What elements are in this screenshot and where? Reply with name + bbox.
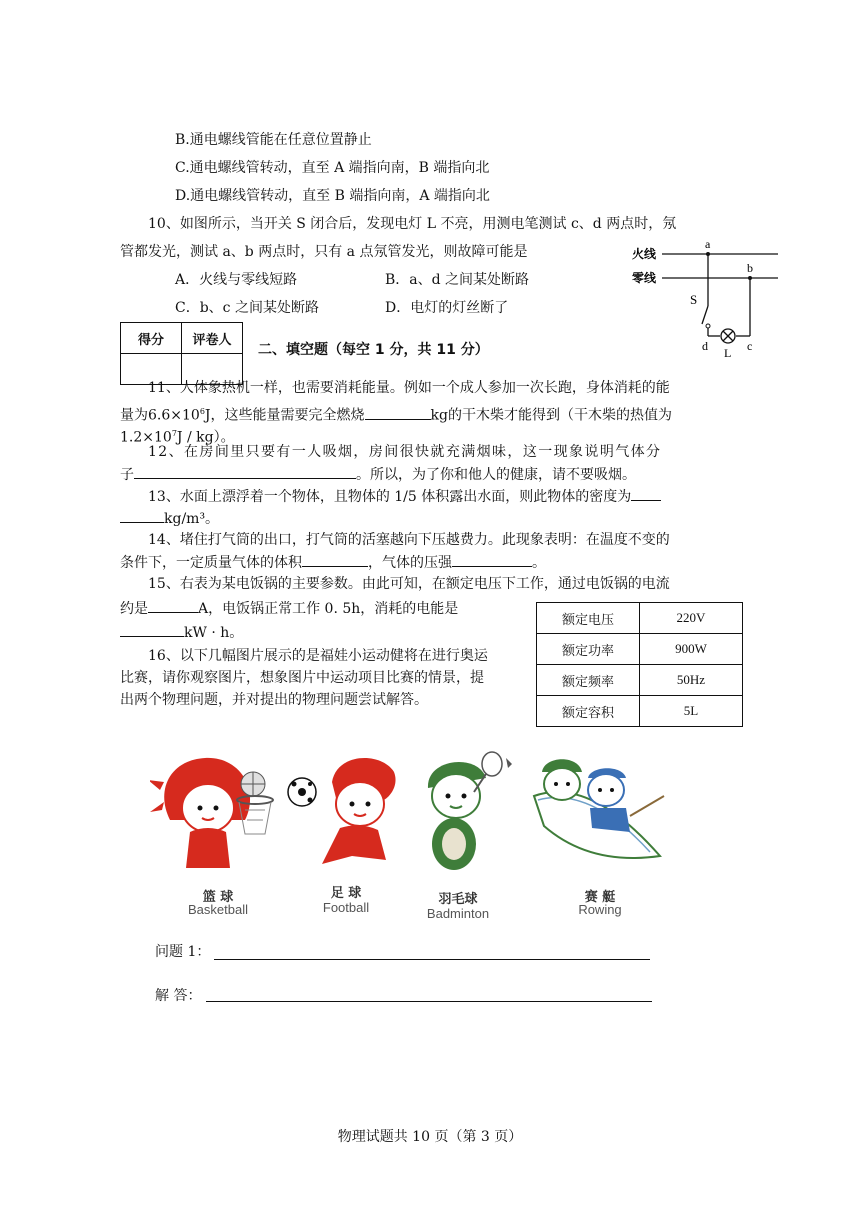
param-key: 额定频率 bbox=[537, 665, 640, 696]
q16-line1: 16、以下几幅图片展示的是福娃小运动健将在进行奥运 bbox=[148, 648, 488, 664]
q9-option-b: B.通电螺线管能在任意位置静止 bbox=[175, 132, 372, 148]
q11-blank[interactable] bbox=[365, 405, 431, 420]
mascot-label-rowing-en: Rowing bbox=[578, 902, 622, 917]
q15-line2: 约是 A，电饭锅正常工作 0. 5h，消耗的电能是 bbox=[120, 598, 458, 619]
basketball-mascot-image bbox=[150, 750, 290, 880]
param-key: 额定功率 bbox=[537, 634, 640, 665]
q13-line1: 13、水面上漂浮着一个物体，且物体的 1/5 体积露出水面，则此物体的密度为 bbox=[148, 486, 661, 507]
mascot-label-basketball-en: Basketball bbox=[188, 902, 248, 917]
param-key: 额定电压 bbox=[537, 603, 640, 634]
q10-option-b: B．a、d 之间某处断路 bbox=[385, 272, 530, 288]
q11-line1: 11、人体象热机一样，也需要消耗能量。例如一个成人参加一次长跑，身体消耗的能 bbox=[148, 380, 670, 396]
q16-line3: 出两个物理问题，并对提出的物理问题尝试解答。 bbox=[120, 692, 428, 708]
grader-header: 评卷人 bbox=[182, 323, 243, 354]
football-mascot-image bbox=[282, 752, 412, 880]
q14-line2: 条件下，一定质量气体的体积 ，气体的压强 。 bbox=[120, 552, 546, 573]
page-footer: 物理试题共 10 页（第 3 页） bbox=[337, 1129, 523, 1145]
q15-blank-energy[interactable] bbox=[120, 622, 184, 637]
q11-line3: $1.2\times 10^7J / kg$）。 bbox=[120, 429, 235, 446]
question-1-answer-line[interactable] bbox=[214, 958, 650, 960]
param-key: 额定容积 bbox=[537, 696, 640, 727]
point-a-label: a bbox=[705, 237, 711, 251]
q10-text-line1: 10、如图所示，当开关 S 闭合后，发现电灯 L 不亮，用测电笔测试 c、d 两点时，氖 bbox=[148, 216, 677, 232]
q15-line3: kW · h。 bbox=[120, 622, 243, 643]
section-2-title: 二、填空题（每空 1 分，共 11 分） bbox=[258, 342, 489, 358]
param-value: 5L bbox=[640, 696, 743, 727]
q13-line2: kg/m³。 bbox=[120, 508, 219, 529]
score-table bbox=[120, 322, 243, 385]
point-d-label: d bbox=[702, 339, 708, 353]
q13-blank-b[interactable] bbox=[120, 508, 164, 523]
mascot-label-rowing-cn: 赛 艇 bbox=[584, 890, 616, 905]
mascot-label-football-cn: 足 球 bbox=[330, 886, 362, 901]
q16-line2: 比赛，请你观察图片，想象图片中运动项目比赛的情景，提 bbox=[120, 670, 484, 686]
switch-s-label: S bbox=[690, 292, 698, 307]
live-wire-label: 火线 bbox=[632, 247, 657, 261]
q14-blank-pressure[interactable] bbox=[452, 552, 532, 567]
question-1-label: 问题 1： bbox=[155, 944, 211, 960]
q10-option-c: C．b、c 之间某处断路 bbox=[175, 300, 319, 316]
param-value: 900W bbox=[640, 634, 743, 665]
q15-blank-current[interactable] bbox=[148, 598, 198, 613]
score-header: 得分 bbox=[121, 323, 182, 354]
q12-line1: 12、在房间里只要有一人吸烟，房间很快就充满烟味，这一现象说明气体分 bbox=[148, 444, 662, 460]
mascot-label-badminton-en: Badminton bbox=[426, 906, 490, 921]
q15-line1: 15、右表为某电饭锅的主要参数。由此可知，在额定电压下工作，通过电饭锅的电流 bbox=[148, 576, 670, 592]
param-value: 220V bbox=[640, 603, 743, 634]
q14-line1: 14、堵住打气筒的出口，打气筒的活塞越向下压越费力。此现象表明：在温度不变的 bbox=[148, 532, 670, 548]
param-value: 50Hz bbox=[640, 665, 743, 696]
q13-blank-a[interactable] bbox=[631, 486, 661, 501]
q12-line2: 子 。所以，为了你和他人的健康，请不要吸烟。 bbox=[120, 464, 636, 485]
circuit-diagram bbox=[628, 236, 788, 360]
mascot-label-basketball-cn: 篮 球 bbox=[202, 890, 234, 905]
q11-line2: 量为$6.6\times 10^6J$，这些能量需要完全燃烧 kg的干木柴才能得到（干木柴的热值为 bbox=[120, 402, 672, 426]
q9-option-c: C.通电螺线管转动，直至 A 端指向南，B 端指向北 bbox=[175, 160, 490, 176]
q12-blank[interactable] bbox=[134, 464, 356, 479]
q10-option-a: A．火线与零线短路 bbox=[175, 272, 298, 288]
answer-line[interactable] bbox=[206, 1000, 652, 1002]
q10-option-d: D．电灯的灯丝断了 bbox=[385, 300, 509, 316]
point-c-label: c bbox=[747, 339, 753, 353]
neutral-wire-label: 零线 bbox=[632, 271, 657, 285]
mascot-label-badminton-cn: 羽毛球 bbox=[438, 892, 478, 907]
point-b-label: b bbox=[747, 261, 753, 275]
mascot-label-football-en: Football bbox=[322, 900, 370, 915]
q9-option-d: D.通电螺线管转动，直至 B 端指向南，A 端指向北 bbox=[175, 188, 490, 204]
rice-cooker-param-table bbox=[536, 602, 743, 727]
q14-blank-volume[interactable] bbox=[302, 552, 368, 567]
rowing-mascot-image bbox=[530, 756, 670, 882]
answer-label: 解 答： bbox=[155, 988, 202, 1004]
badminton-mascot-image bbox=[408, 748, 518, 882]
q10-text-line2: 管都发光，测试 a、b 两点时，只有 a 点氖管发光，则故障可能是 bbox=[120, 244, 528, 260]
lamp-l-label: L bbox=[724, 346, 732, 360]
